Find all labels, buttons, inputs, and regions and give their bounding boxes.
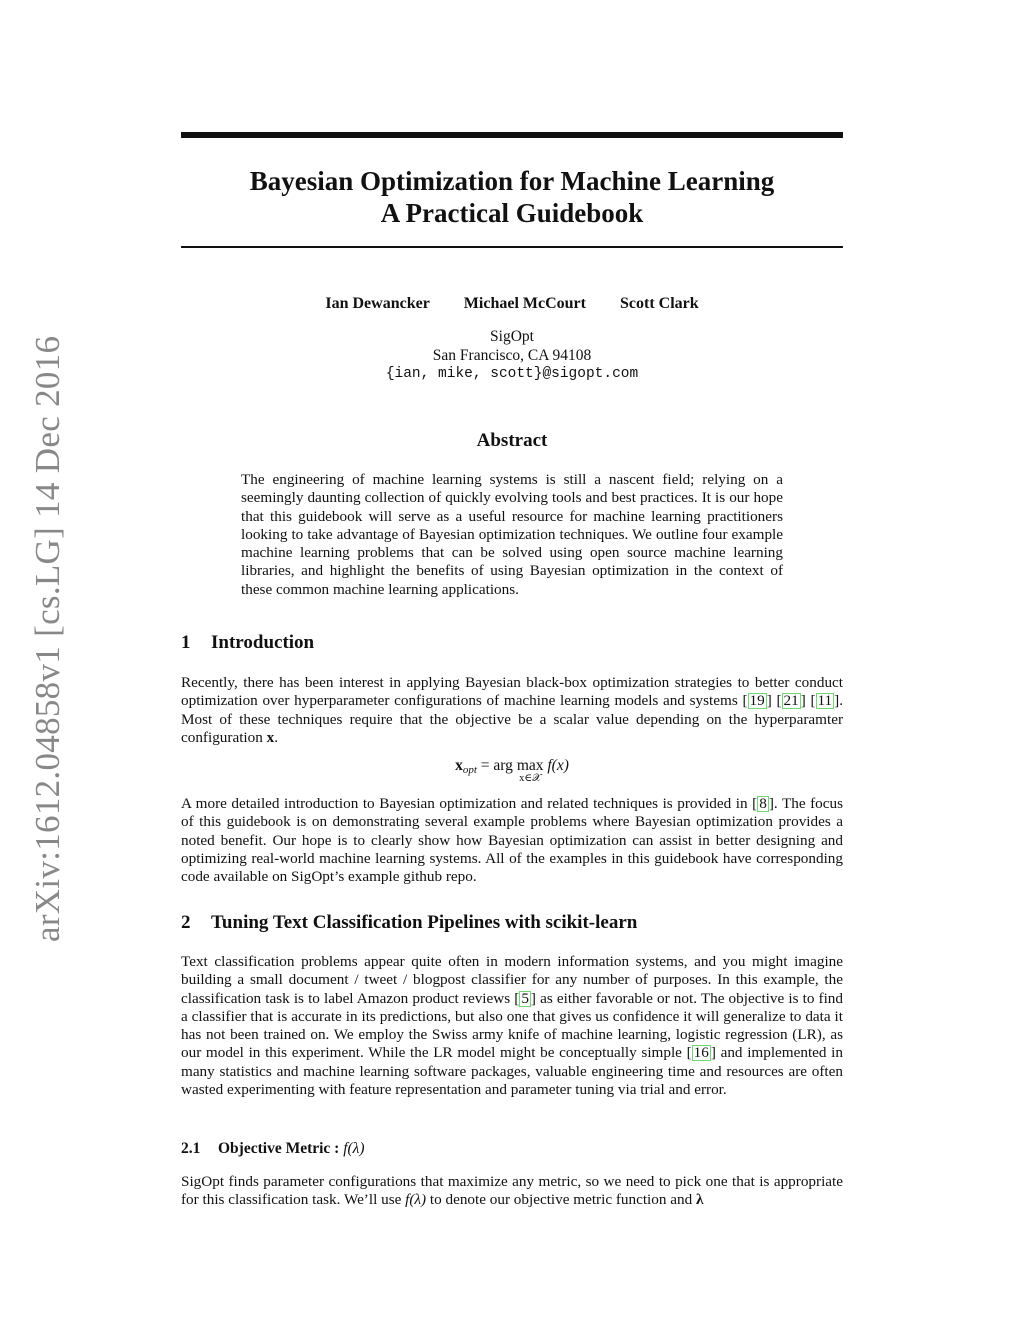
citation-11[interactable]: 11	[817, 692, 833, 710]
text-run: and implemented in many statistics and machine learning software packages, valuable engineering time and resources are often wasted experimenting with feature representation and parameter tuning via trial and error.	[181, 1044, 843, 1099]
paper-title	[181, 165, 843, 229]
affiliation-email: {ian, mike, scott}@sigopt.com	[385, 366, 639, 382]
intro-paragraph-1	[181, 674, 843, 747]
section2-paragraph-1	[181, 953, 843, 1099]
title-bottom-rule	[181, 246, 843, 248]
section-title: Introduction	[211, 632, 315, 653]
citation-link[interactable]: [ 16 ]	[686, 1044, 716, 1062]
section-heading-introduction	[181, 632, 314, 654]
eq-max: max	[516, 757, 544, 774]
text-run: SigOpt finds parameter configurations that maximize any metric, so we need to pick one that is appropriate for this classification task. We’ll use	[181, 1173, 843, 1209]
affiliation	[181, 328, 843, 384]
text-run: A more detailed introduction to Bayesian optimization and related techniques is provided in	[181, 795, 753, 812]
eq-rhs: f(x)	[543, 757, 569, 774]
section-heading-tuning	[181, 912, 637, 934]
citation-link[interactable]: [ 8 ]	[752, 795, 774, 812]
title-line-2: A Practical Guidebook	[380, 198, 644, 228]
text-run: . Most of these techniques require that the objective be a scalar value depending on the hyperparamter configuration	[181, 692, 844, 746]
text-run: Text classification problems appear quite often in modern information systems, and you might imagine building a small document / tweet / blogpost classifier for any number of purposes. In this example, the classification task is to label Amazon product reviews	[181, 953, 843, 1007]
citation-19[interactable]: 19	[749, 692, 765, 710]
text-run: .	[274, 728, 279, 746]
subsection-number: 2.1	[181, 1140, 201, 1157]
author-name: Scott Clark	[619, 295, 699, 312]
abstract-text: The engineering of machine learning systems is still a nascent field; relying on a seemingly daunting collection of quickly evolving tools and best practices. It is our hope that this guidebook will serve as a useful resource for machine learning practitioners looking to take advantage of Bayesian optimization techniques. We outline four example machine learning problems that can be solved using open source machine learning libraries, and highlight the benefits of using Bayesian optimization in the context of these common machine learning applications.	[241, 471, 783, 598]
citation-link[interactable]: [ 19 ]	[742, 692, 772, 710]
citation-21[interactable]: 21	[783, 692, 799, 710]
author-name: Michael McCourt	[463, 295, 586, 312]
eq-operator: = arg	[476, 757, 517, 774]
author-name: Ian Dewancker	[325, 295, 430, 312]
citation-link[interactable]: [ 21 ]	[776, 692, 806, 710]
text-run: . The focus of this guidebook is on demonstrating several example problems where Bayesian optimization provides a noted benefit. Our hope is to clearly show how Bayesian optimization can assist in better designing and optimizing real-world machine learning systems. All of the examples in this guidebook have corresponding code available on SigOpt’s example github repo.	[181, 795, 844, 886]
title-top-rule	[181, 132, 843, 138]
text-run: to denote our objective metric function and	[426, 1191, 696, 1209]
eq-max-operator	[517, 757, 544, 785]
subsection-heading-objective-metric	[181, 1140, 365, 1158]
section-number: 1	[181, 632, 191, 653]
affiliation-org: SigOpt	[490, 328, 534, 345]
affiliation-location: San Francisco, CA 94108	[432, 346, 592, 364]
subsection-title: Objective Metric :	[218, 1140, 344, 1157]
intro-paragraph-2	[181, 795, 843, 886]
math-x: x	[266, 728, 275, 746]
citation-link[interactable]: [ 11 ]	[810, 692, 840, 710]
author-list	[181, 295, 843, 313]
eq-subscript: opt	[462, 764, 477, 776]
eq-limit: x∈𝒳	[519, 773, 542, 784]
citation-16[interactable]: 16	[693, 1044, 709, 1062]
section-number: 2	[181, 912, 191, 933]
text-run: Recently, there has been interest in applying Bayesian black-box optimization strategies to better conduct optimization over hyperparameter configurations of machine learning models and systems	[181, 674, 843, 710]
equation-x-opt	[181, 757, 843, 785]
title-line-1: Bayesian Optimization for Machine Learning	[249, 166, 775, 196]
abstract-heading: Abstract	[476, 430, 548, 451]
text-run: as either favorable or not. The objective is to find a classifier that is accurate in its predictions, but also one that gives us confidence it will generalize to data it has not been trained on. We employ the Swiss army knife of machine learning, logistic regression (LR), as our model in this experiment. While the LR model might be conceptually simple	[181, 989, 843, 1062]
arxiv-stamp: arXiv:1612.04858v1 [cs.LG] 14 Dec 2016	[28, 335, 67, 942]
citation-5[interactable]: 5	[521, 989, 529, 1007]
citation-8[interactable]: 8	[759, 795, 767, 812]
subsection-paragraph-1	[181, 1173, 843, 1210]
citation-link[interactable]: [ 5 ]	[514, 989, 536, 1007]
eq-lhs: x	[455, 757, 463, 774]
math-f-lambda: f(λ)	[405, 1191, 427, 1209]
math-lambda: λ	[696, 1191, 704, 1209]
subsection-title-math: f(λ)	[343, 1140, 365, 1157]
section-title: Tuning Text Classification Pipelines with scikit-learn	[211, 912, 638, 933]
